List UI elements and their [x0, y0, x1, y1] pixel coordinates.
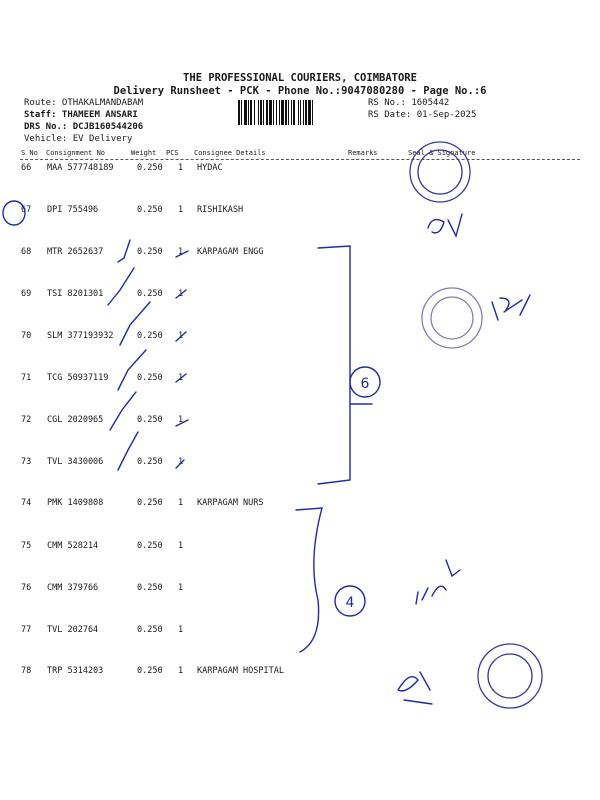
- row-pcs: 1: [178, 666, 184, 676]
- row-pcs: 1: [178, 583, 184, 593]
- row-weight: 0.250: [137, 498, 163, 508]
- route-label: Route: OTHAKALMANDABAM: [24, 98, 144, 108]
- row-pcs: 1: [178, 457, 184, 467]
- row-pcs: 1: [178, 247, 184, 257]
- row-consignment-no: TVL 202764: [47, 625, 99, 635]
- signature-76: [416, 560, 460, 604]
- barcode-bar: [279, 100, 280, 125]
- barcode-bar: [308, 100, 311, 125]
- row-consignee: RISHIKASH: [197, 205, 244, 215]
- row-sno: 71: [21, 373, 32, 383]
- row-consignment-no: CMM 379766: [47, 583, 99, 593]
- barcode-bar: [241, 100, 242, 125]
- row-sno: 72: [21, 415, 32, 425]
- barcode-bar: [281, 100, 284, 125]
- row-consignee: HYDAC: [197, 163, 223, 173]
- count-a-text: 6: [360, 376, 370, 392]
- barcode-bar: [238, 100, 240, 125]
- row-weight: 0.250: [137, 373, 163, 383]
- header-rule: [20, 159, 580, 160]
- row-consignment-no: MAA 577748189: [47, 163, 114, 173]
- vehicle-label: Vehicle: EV Delivery: [24, 134, 133, 144]
- company-title: THE PROFESSIONAL COURIERS, COIMBATORE: [183, 72, 417, 84]
- row-pcs: 1: [178, 498, 184, 508]
- row-pcs: 1: [178, 331, 184, 341]
- row-weight: 0.250: [137, 666, 163, 676]
- rs-number: RS No.: 1605442: [368, 98, 450, 108]
- row-consignment-no: TVL 3430006: [47, 457, 104, 467]
- col-sno: S No: [21, 149, 38, 157]
- barcode-bar: [273, 100, 274, 125]
- row-sno: 74: [21, 498, 32, 508]
- row-weight: 0.250: [137, 415, 163, 425]
- barcode-bar: [258, 100, 259, 125]
- barcode-bar: [263, 100, 264, 125]
- row-sno: 77: [21, 625, 32, 635]
- col-weight: Weight: [131, 149, 157, 157]
- row-weight: 0.250: [137, 331, 163, 341]
- row-sno: 67: [21, 205, 32, 215]
- row-pcs: 1: [178, 373, 184, 383]
- row-sno: 66: [21, 163, 32, 173]
- table-row: [0, 457, 600, 471]
- bracket-group-a: [318, 246, 350, 484]
- barcode-bar: [250, 100, 252, 125]
- row-consignment-no: CMM 528214: [47, 541, 99, 551]
- runsheet-title: Delivery Runsheet - PCK - Phone No.:9047080280 - Page No.:6: [113, 85, 487, 97]
- table-row: [0, 247, 600, 261]
- barcode-bar: [244, 100, 247, 125]
- barcode-bar: [291, 100, 292, 125]
- barcode-bar: [293, 100, 295, 125]
- table-row: [0, 498, 600, 512]
- drs-label: DRS No.: DCJB160544206: [24, 122, 144, 132]
- row-sno: 78: [21, 666, 32, 676]
- row-sno: 73: [21, 457, 32, 467]
- row-weight: 0.250: [137, 289, 163, 299]
- table-row: [0, 373, 600, 387]
- table-row: [0, 625, 600, 639]
- barcode-bar: [276, 100, 277, 125]
- barcode: [238, 100, 364, 125]
- row-consignment-no: TRP 5314203: [47, 666, 104, 676]
- row-weight: 0.250: [137, 625, 163, 635]
- row-weight: 0.250: [137, 205, 163, 215]
- row-consignee: KARPAGAM HOSPITAL: [197, 666, 284, 676]
- table-row: [0, 289, 600, 303]
- table-row: [0, 583, 600, 597]
- table-row: [0, 415, 600, 429]
- row-consignment-no: PMK 1409808: [47, 498, 104, 508]
- row-weight: 0.250: [137, 583, 163, 593]
- barcode-bar: [300, 100, 301, 125]
- col-pcs: PCS: [166, 149, 179, 157]
- row-pcs: 1: [178, 289, 184, 299]
- row-consignment-no: TCG 50937119: [47, 373, 109, 383]
- row-pcs: 1: [178, 163, 184, 173]
- barcode-bar: [312, 100, 313, 125]
- barcode-bar: [248, 100, 249, 125]
- row-consignee: KARPAGAM ENGG: [197, 247, 264, 257]
- row-sno: 68: [21, 247, 32, 257]
- row-weight: 0.250: [137, 541, 163, 551]
- row-consignment-no: DPI 755496: [47, 205, 99, 215]
- row-pcs: 1: [178, 625, 184, 635]
- barcode-bar: [269, 100, 272, 125]
- barcode-bar: [288, 100, 289, 125]
- barcode-bar: [303, 100, 304, 125]
- table-row: [0, 666, 600, 680]
- row-pcs: 1: [178, 415, 184, 425]
- row-pcs: 1: [178, 541, 184, 551]
- col-seal-signature: Seal & Signature: [408, 149, 476, 157]
- col-consignee: Consignee Details: [194, 149, 266, 157]
- row-consignment-no: TSI 8201301: [47, 289, 104, 299]
- row-sno: 69: [21, 289, 32, 299]
- count-b-text: 4: [345, 595, 355, 611]
- barcode-bar: [285, 100, 287, 125]
- row-weight: 0.250: [137, 457, 163, 467]
- row-sno: 76: [21, 583, 32, 593]
- barcode-bar: [298, 100, 299, 125]
- row-consignment-no: CGL 2020965: [47, 415, 104, 425]
- row-weight: 0.250: [137, 163, 163, 173]
- row-sno: 70: [21, 331, 32, 341]
- barcode-bar: [266, 100, 268, 125]
- barcode-bar: [254, 100, 255, 125]
- col-consignment: Consignment No: [46, 149, 106, 157]
- row-consignee: KARPAGAM NURS: [197, 498, 264, 508]
- table-row: [0, 541, 600, 555]
- table-row: [0, 163, 600, 177]
- row-weight: 0.250: [137, 247, 163, 257]
- row-pcs: 1: [178, 205, 184, 215]
- row-consignment-no: MTR 2652637: [47, 247, 104, 257]
- table-row: [0, 205, 600, 219]
- staff-label: Staff: THAMEEM ANSARI: [24, 110, 138, 120]
- col-remarks: Remarks: [348, 149, 378, 157]
- row-consignment-no: SLM 377193932: [47, 331, 114, 341]
- barcode-bar: [305, 100, 307, 125]
- rs-date: RS Date: 01-Sep-2025: [368, 110, 477, 120]
- barcode-bar: [260, 100, 262, 125]
- row-sno: 75: [21, 541, 32, 551]
- table-row: [0, 331, 600, 345]
